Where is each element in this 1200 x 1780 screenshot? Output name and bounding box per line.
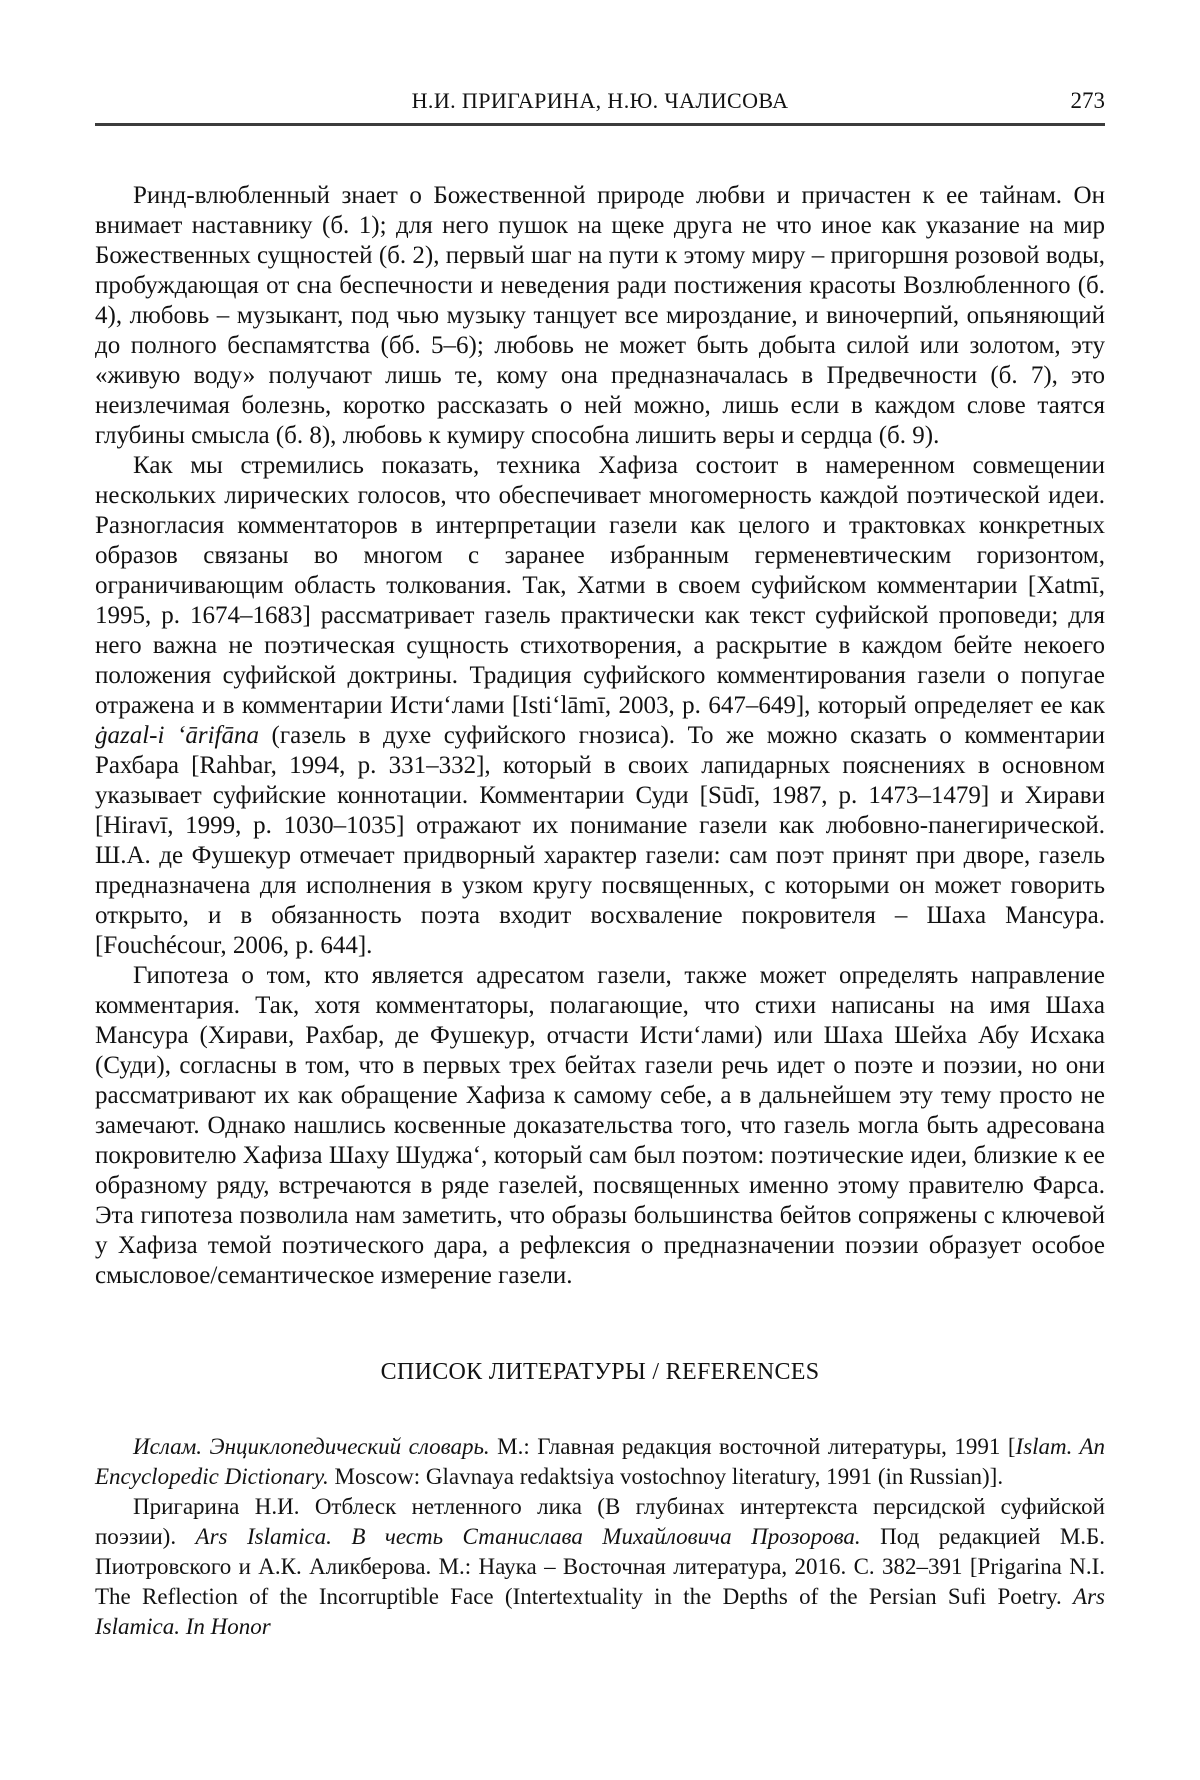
text-run: ġazal-i ‘ārifāna: [95, 722, 259, 749]
text-run: Как мы стремились показать, техника Хафиза состоит в намеренном совмещении нескольких лирических голосов, что обеспечивает многомерность каждой поэтической идеи. Разногласия комментаторов в интерпретации газели как целого и трактовках конкретных образов связаны во многом с заранее избранным герменевтическим горизонтом, ограничивающим область толкования. Так, Хатми в своем суфийском комментарии [Xatmī, 1995, p. 1674–1683] рассматривает газель практически как текст суфийской проповеди; для него важна не поэтическая сущность стихотворения, а раскрытие в каждом бейте некоего положения суфийской доктрины. Традиция суфийского комментирования газели о попугае отражена и в комментарии Исти‘лами [Isti‘lāmī, 2003, p. 647–649], который определяет ее как: [95, 452, 1105, 719]
text-run: Islam. An Encyclopedic Dictionary.: [95, 1434, 1105, 1489]
text-run: Под редакцией М.Б. Пиотровского и А.К. Аликберова. М.: Наука – Восточная литература, 2016. С. 382–391 [Prigarina N.I. The Reflection of the Incorruptible Face (Intertextuality in the Depths of the Persian Sufi Poetry.: [95, 1524, 1106, 1609]
text-run: Ars Islamica. В честь Станислава Михайловича Прозорова.: [195, 1524, 861, 1549]
references-heading: СПИСОК ЛИТЕРАТУРЫ / REFERENCES: [380, 1359, 820, 1385]
page-number: 273: [1070, 88, 1105, 113]
reference-entry: [95, 1432, 1105, 1492]
article-body: [95, 181, 1105, 1291]
body-paragraph: [95, 451, 1105, 961]
body-paragraph: [95, 961, 1105, 1291]
text-column: [95, 88, 1105, 1642]
text-run: Ислам. Энциклопедический словарь.: [133, 1434, 490, 1459]
reference-entry: [95, 1492, 1105, 1642]
text-run: Пригарина Н.И. Отблеск нетленного лика (В глубинах интертекста персидской суфийской поэзии).: [95, 1494, 1105, 1549]
running-head: [95, 88, 1105, 126]
text-run: (газель в духе суфийского гнозиса). То же можно сказать о комментарии Рахбара [Rahbar, 1994, p. 331–332], который в своих лапидарных пояснениях в основном указывает суфийские коннотации. Комментарии Суди [Sūdī, 1987, p. 1473–1479] и Хирави [Hiravī, 1999, p. 1030–1035] отражают их понимание газели как любовно-панегирической. Ш.А. де Фушекур отмечает придворный характер газели: сам поэт принят при дворе, газель предназначена для исполнения в узком кругу посвященных, с которыми он может говорить открыто, и в обязанность поэта входит восхваление покровителя – Шаха Мансура. [Fouchécour, 2006, p. 644].: [95, 722, 1105, 959]
text-run: Ars Islamica. In Honor: [95, 1584, 1105, 1639]
text-run: Ринд-влюбленный знает о Божественной природе любви и причастен к ее тайнам. Он внимает наставнику (б. 1); для него пушок на щеке друга не что иное как указание на мир Божественных сущностей (б. 2), первый шаг на пути к этому миру – пригоршня розовой воды, пробуждающая от сна беспечности и неведения ради постижения красоты Возлюбленного (б. 4), любовь – музыкант, под чью музыку танцует все мироздание, и виночерпий, опьяняющий до полного беспамятства (бб. 5–6); любовь не может быть добыта силой или золотом, эту «живую воду» получают лишь те, кому она предназначалась в Предвечности (б. 7), это неизлечимая болезнь, коротко рассказать о ней можно, лишь если в каждом слове таятся глубины смысла (б. 8), любовь к кумиру способна лишить веры и сердца (б. 9).: [95, 182, 1105, 449]
running-head-authors: Н.И. ПРИГАРИНА, Н.Ю. ЧАЛИСОВА: [411, 88, 789, 113]
body-paragraph: [95, 181, 1105, 451]
text-run: М.: Главная редакция восточной литературы, 1991 [: [489, 1434, 1016, 1459]
text-run: Moscow: Glavnaya redaktsiya vostochnoy literatury, 1991 (in Russian)].: [328, 1464, 1004, 1489]
references-list: [95, 1432, 1105, 1642]
text-run: Гипотеза о том, кто является адресатом газели, также может определять направление комментария. Так, хотя комментаторы, полагающие, что стихи написаны на имя Шаха Мансура (Хирави, Рахбар, де Фушекур, отчасти Исти‘лами) или Шаха Шейха Абу Исхака (Суди), согласны в том, что в первых трех бейтах газели речь идет о поэте и поэзии, но они рассматривают их как обращение Хафиза к самому себе, а в дальнейшем эту тему просто не замечают. Однако нашлись косвенные доказательства того, что газель могла быть адресована покровителю Хафиза Шаху Шуджа‘, который сам был поэтом: поэтические идеи, близкие к ее образному ряду, встречаются в ряде газелей, посвященных именно этому правителю Фарса. Эта гипотеза позволила нам заметить, что образы большинства бейтов сопряжены с ключевой у Хафиза темой поэтического дара, а рефлексия о предназначении поэзии образует особое смысловое/семантическое измерение газели.: [95, 962, 1105, 1289]
